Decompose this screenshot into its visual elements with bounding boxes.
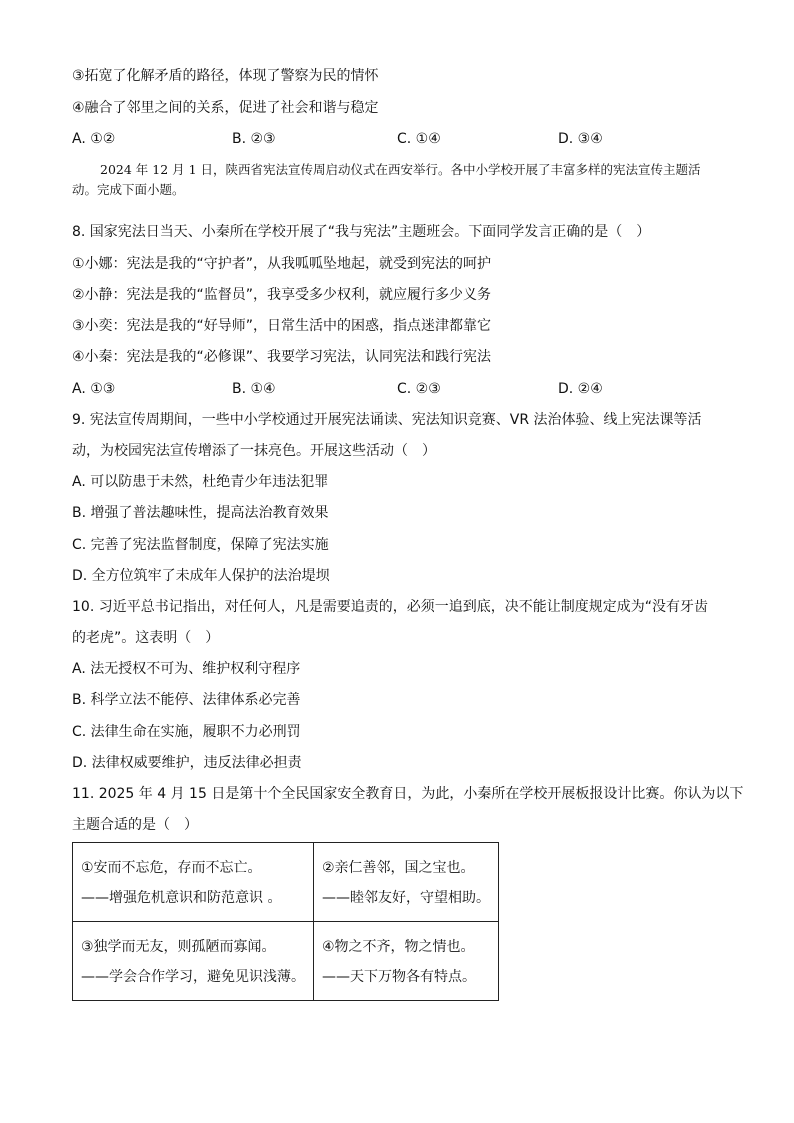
q8-option-a[interactable]: A. ①③ (72, 381, 116, 397)
q7-statement-3: ③拓宽了化解矛盾的路径，体现了警察为民的情怀 (72, 68, 379, 84)
q8-option-c[interactable]: C. ②③ (397, 381, 441, 397)
q9-stem-line-2: 动，为校园宪法宣传增添了一抹亮色。开展这些活动（ ） (72, 443, 436, 459)
q9-option-b[interactable]: B. 增强了普法趣味性，提高法治教育效果 (72, 505, 329, 521)
q10-option-b[interactable]: B. 科学立法不能停、法律体系必完善 (72, 692, 301, 708)
q8-options (72, 379, 722, 399)
q8-option-d[interactable]: D. ②④ (558, 381, 603, 397)
theme-cell-2 (314, 843, 499, 922)
theme-quote: ③独学而无友，则孤陋而寡闻。 (81, 939, 276, 955)
q8-statement-4: ④小秦：宪法是我的“必修课”、我要学习宪法，认同宪法和践行宪法 (72, 349, 492, 365)
theme-cell-4 (314, 922, 499, 1001)
q10-option-a[interactable]: A. 法无授权不可为、维护权利守程序 (72, 661, 301, 677)
theme-note: ——睦邻友好，守望相助。 (322, 890, 490, 906)
q10-option-c[interactable]: C. 法律生命在实施，履职不力必刑罚 (72, 724, 301, 740)
theme-note: ——增强危机意识和防范意识 。 (81, 890, 282, 906)
q7-statement-4: ④融合了邻里之间的关系，促进了社会和谐与稳定 (72, 100, 379, 116)
q10-stem-line-1: 10. 习近平总书记指出，对任何人，凡是需要追责的，必须一追到底，决不能让制度规定成为“没有牙齿 (72, 599, 708, 615)
q11-theme-table (72, 842, 499, 1001)
q7-option-c[interactable]: C. ①④ (397, 131, 441, 147)
q7-options (72, 129, 722, 149)
q8-statement-1: ①小娜：宪法是我的“守护者”，从我呱呱坠地起，就受到宪法的呵护 (72, 256, 492, 272)
q8-statement-2: ②小静：宪法是我的“监督员”，我享受多少权利，就应履行多少义务 (72, 287, 492, 303)
q9-option-a[interactable]: A. 可以防患于未然，杜绝青少年违法犯罪 (72, 474, 329, 490)
q8-statement-3: ③小奕：宪法是我的“好导师”，日常生活中的困惑，指点迷津都靠它 (72, 318, 492, 334)
q11-stem-line-2: 主题合适的是（ ） (72, 817, 198, 833)
q8-option-b[interactable]: B. ①④ (232, 381, 276, 397)
theme-note: ——天下万物各有特点。 (322, 969, 476, 985)
q7-option-a[interactable]: A. ①② (72, 131, 116, 147)
theme-cell-3 (73, 922, 314, 1001)
theme-note: ——学会合作学习，避免见识浅薄。 (81, 969, 305, 985)
theme-quote: ④物之不齐，物之情也。 (322, 939, 475, 955)
q9-stem-line-1: 9. 宪法宣传周期间，一些中小学校通过开展宪法诵读、宪法知识竞赛、VR 法治体验、线上宪法课等活 (72, 412, 702, 428)
q10-option-d[interactable]: D. 法律权威要维护，违反法律必担责 (72, 755, 302, 771)
q8-stem: 8. 国家宪法日当天、小秦所在学校开展了“我与宪法”主题班会。下面同学发言正确的是（ ） (72, 224, 651, 240)
q7-option-b[interactable]: B. ②③ (232, 131, 276, 147)
q9-option-d[interactable]: D. 全方位筑牢了未成年人保护的法治堤坝 (72, 568, 330, 584)
q10-stem-line-2: 的老虎”。这表明（ ） (72, 630, 220, 646)
q9-option-c[interactable]: C. 完善了宪法监督制度，保障了宪法实施 (72, 537, 329, 553)
q11-stem-line-1: 11. 2025 年 4 月 15 日是第十个全民国家安全教育日，为此，小秦所在学校开展板报设计比赛。你认为以下 (72, 786, 744, 802)
material-intro: 2024 年 12 月 1 日，陕西省宪法宣传周启动仪式在西安举行。各中小学校开展了丰富多样的宪法宣传主题活动。完成下面小题。 (72, 162, 701, 197)
q7-option-d[interactable]: D. ③④ (558, 131, 603, 147)
theme-quote: ①安而不忘危，存而不忘亡。 (81, 860, 262, 876)
theme-cell-1 (73, 843, 314, 922)
theme-quote: ②亲仁善邻，国之宝也。 (322, 860, 475, 876)
